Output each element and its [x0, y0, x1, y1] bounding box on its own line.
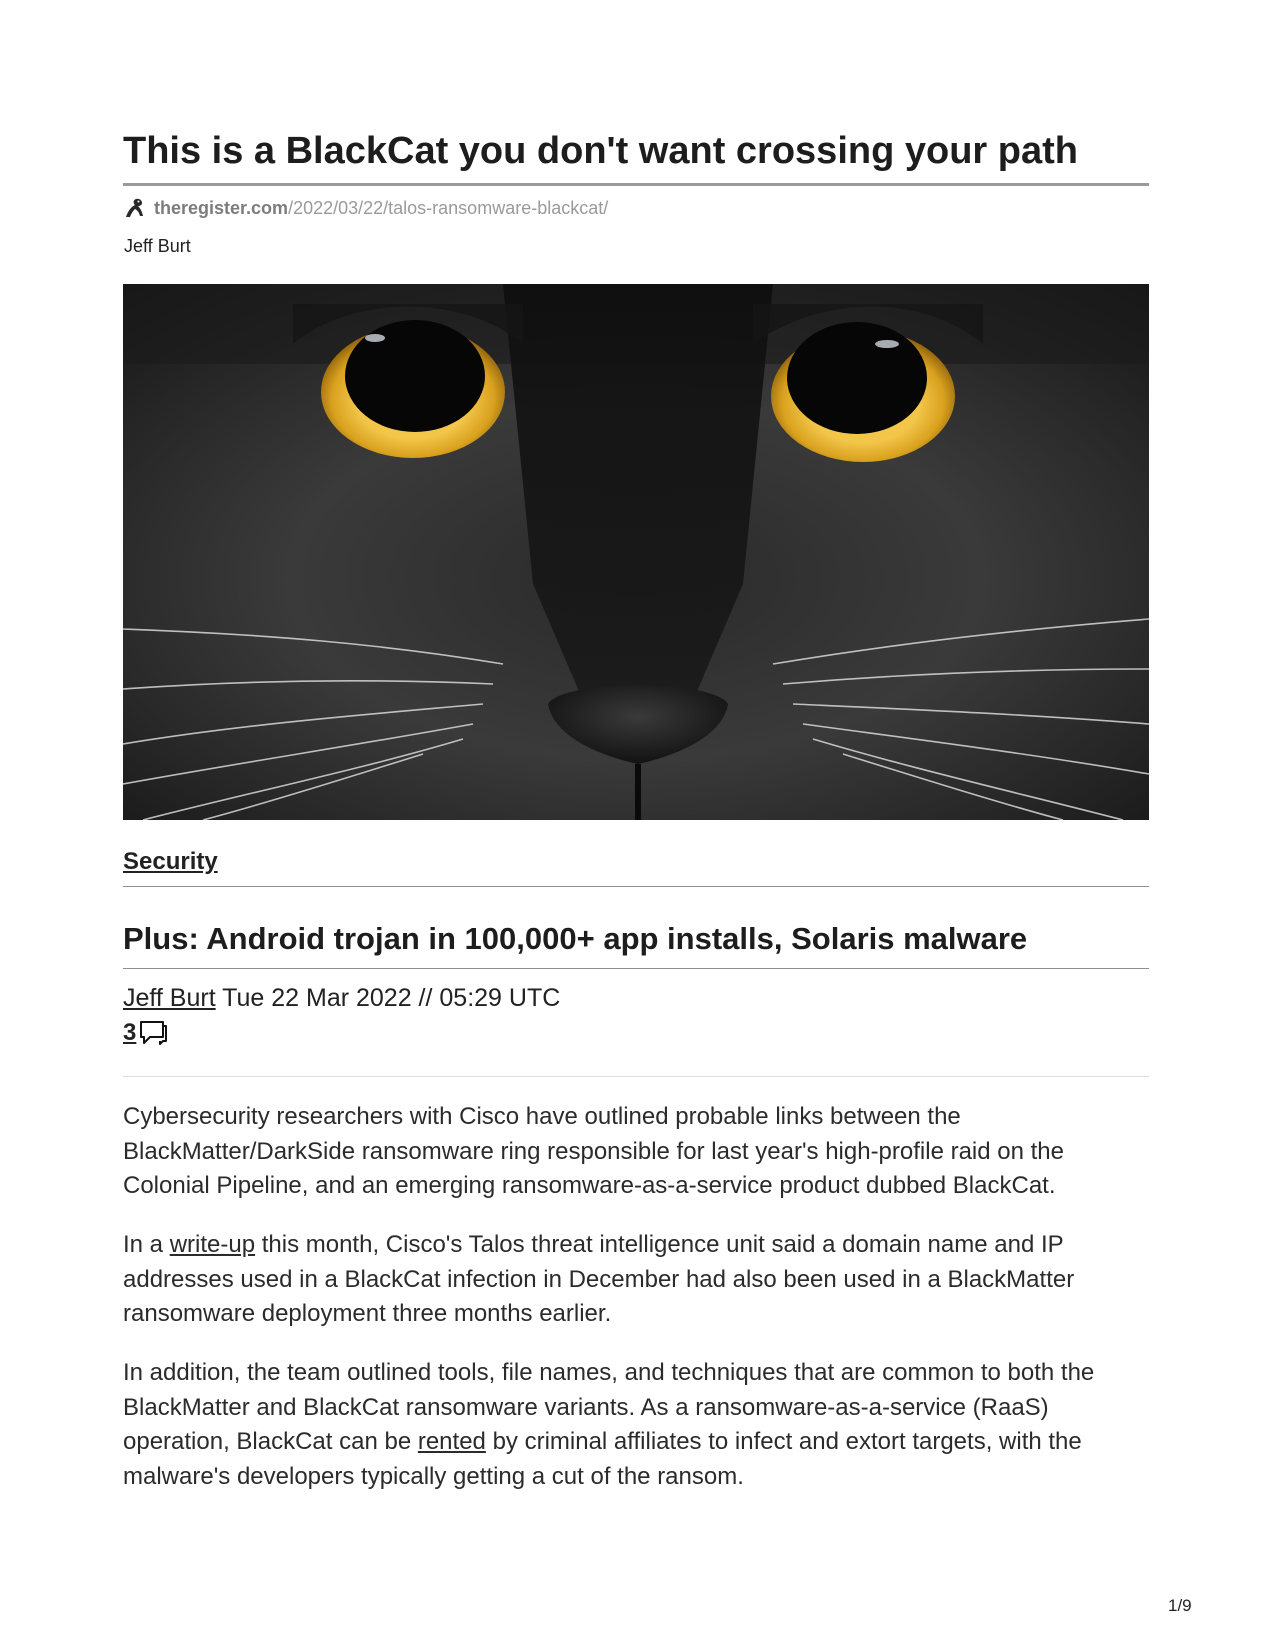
page-number: 1/9 — [1168, 1596, 1192, 1615]
paragraph-2 — [123, 1228, 1149, 1332]
article-byline — [123, 982, 560, 1014]
title-divider — [123, 183, 1149, 186]
paragraph-3-lead: In addition, the team outlined tools, file names, and techniques that are common to both the BlackMatter and BlackCat ransomware variants. As a ransomware-as-a-service (RaaS) operation, BlackCat can be — [123, 1359, 1095, 1455]
source-domain: theregister.com — [154, 197, 289, 218]
paragraph-2-lead: In a — [123, 1231, 170, 1258]
article-subtitle: Plus: Android trojan in 100,000+ app installs, Solaris malware — [123, 921, 1028, 956]
comments-link[interactable] — [123, 1018, 168, 1048]
subtitle-divider — [123, 968, 1149, 969]
paragraph-1 — [123, 1100, 1149, 1204]
speech-bubble-icon — [138, 1020, 168, 1046]
paragraph-3-rest: by criminal affiliates to infect and extort targets, with the malware's developers typically getting a cut of the ransom. — [123, 1428, 1082, 1490]
paragraph-2-rest: this month, Cisco's Talos threat intelligence unit said a domain name and IP addresses used in a BlackCat infection in December had also been used in a BlackMatter ransomware deployment three months earlier. — [123, 1231, 1075, 1327]
rented-link[interactable]: rented — [417, 1428, 486, 1455]
paragraph-3 — [123, 1356, 1149, 1494]
category-link[interactable]: Security — [123, 848, 218, 875]
meta-divider — [123, 1076, 1149, 1077]
author-name: Jeff Burt — [124, 236, 191, 256]
category-divider — [123, 886, 1149, 887]
source-url[interactable] — [123, 196, 608, 220]
comment-count: 3 — [123, 1019, 137, 1046]
source-path: /2022/03/22/talos-ransomware-blackcat/ — [288, 197, 609, 218]
author-link[interactable]: Jeff Burt — [123, 984, 216, 1012]
paragraph-1-text: Cybersecurity researchers with Cisco have outlined probable links between the BlackMatter/DarkSide ransomware ring responsible for last year's high-profile raid on the Colonial Pipeline, and an emerging ransomware-as-a-service product dubbed BlackCat. — [123, 1103, 1065, 1199]
vulture-logo-icon — [123, 197, 145, 219]
hero-image — [123, 284, 1149, 820]
publish-date: Tue 22 Mar 2022 // 05:29 UTC — [222, 984, 561, 1012]
write-up-link[interactable]: write-up — [169, 1231, 256, 1258]
article-title: This is a BlackCat you don't want crossing your path — [123, 130, 1078, 172]
